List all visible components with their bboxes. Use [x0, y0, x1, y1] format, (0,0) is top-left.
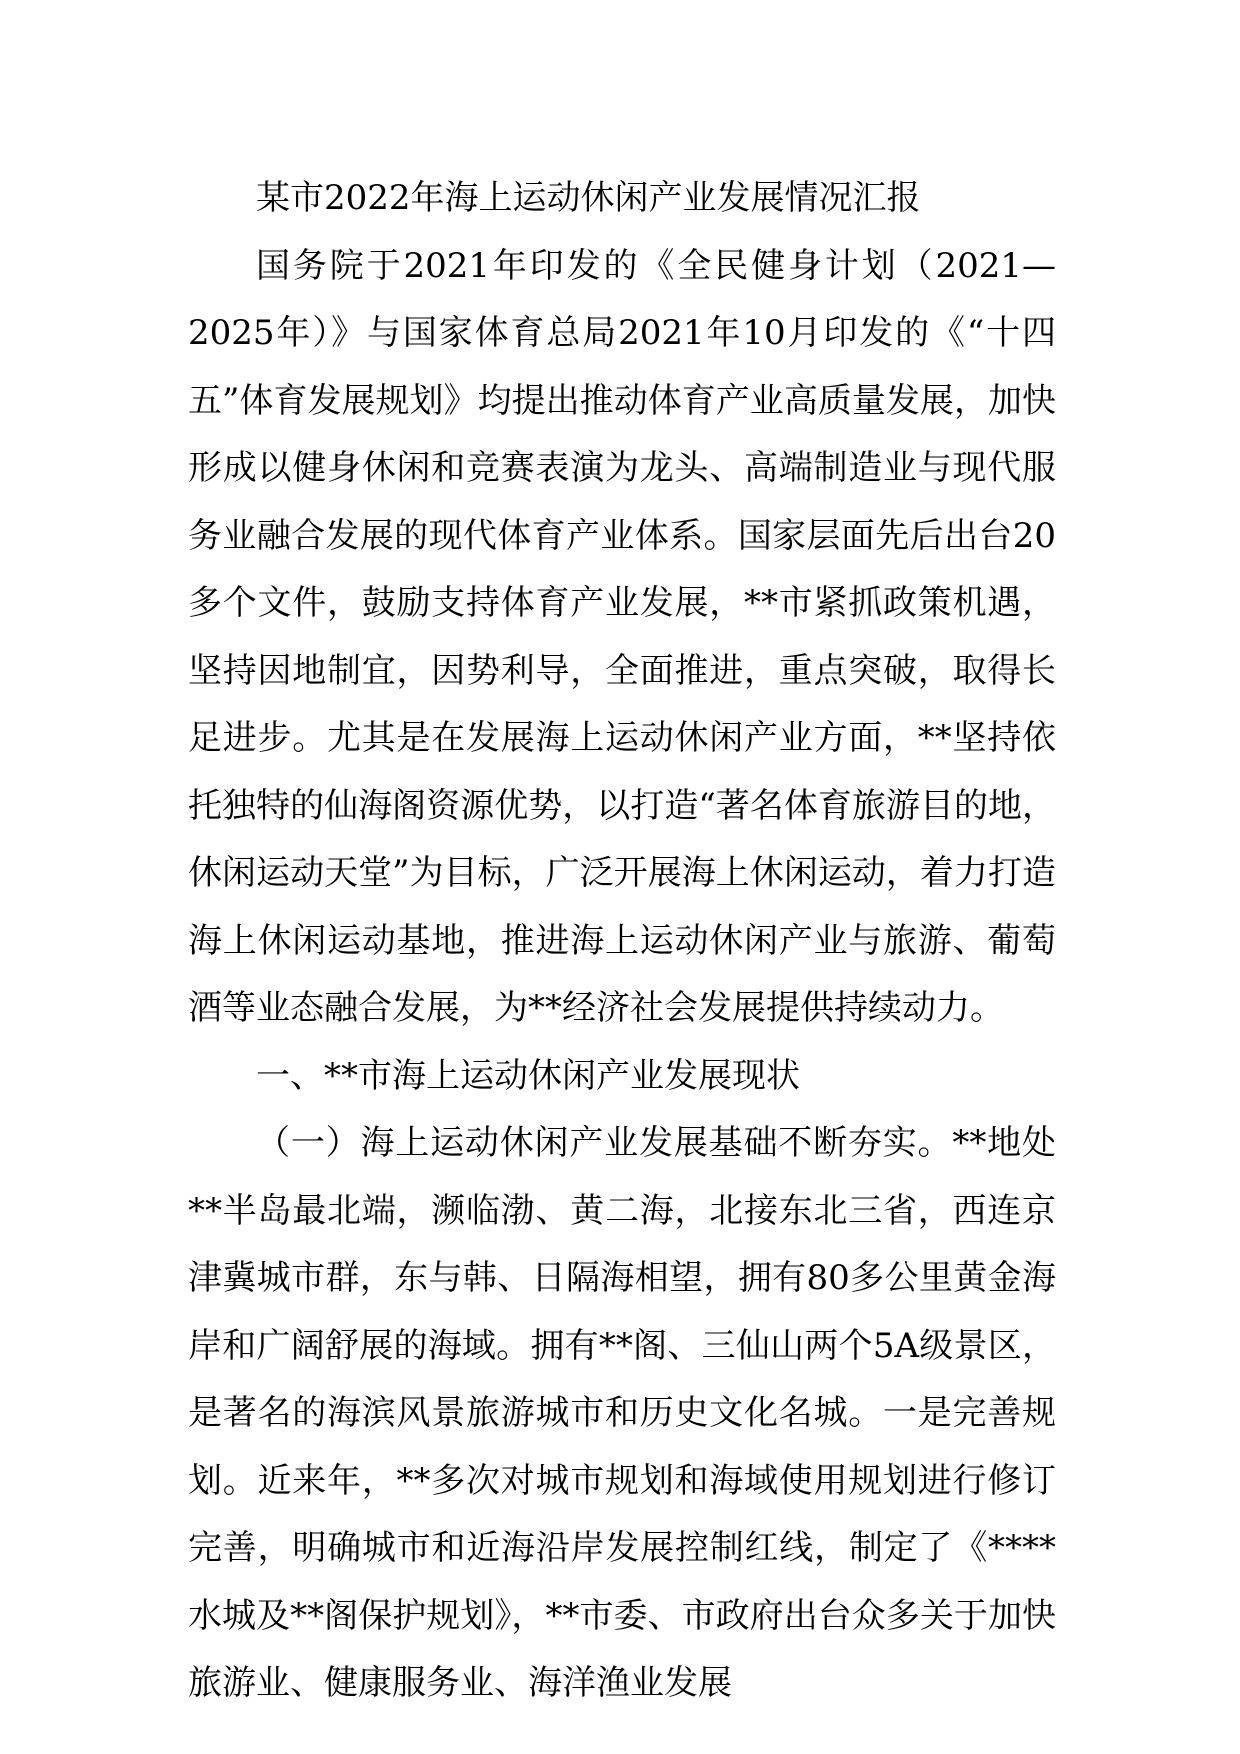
document-body [188, 165, 1056, 1718]
document-title: 某市2022年海上运动休闲产业发展情况汇报 [256, 178, 921, 218]
subsection-paragraph: （一）海上运动休闲产业发展基础不断夯实。**地处**半岛最北端，濒临渤、黄二海，北接东北三省，西连京津冀城市群，东与韩、日隔海相望，拥有80多公里黄金海岸和广阔舒展的海域。拥有**阁、三仙山两个5A级景区，是著名的海滨风景旅游城市和历史文化名城。一是完善规划。近来年，**多次对城市规划和海域使用规划进行修订完善，明确城市和近海沿岸发展控制红线，制定了《****水城及**阁保护规划》，**市委、市政府出台众多关于加快旅游业、健康服务业、海洋渔业发展 [188, 1123, 1056, 1703]
intro-paragraph: 国务院于2021年印发的《全民健身计划（2021—2025年）》与国家体育总局2021年10月印发的《“十四五”体育发展规划》均提出推动体育产业高质量发展，加快形成以健身休闲和竞赛表演为龙头、高端制造业与现代服务业融合发展的现代体育产业体系。国家层面先后出台20多个文件，鼓励支持体育产业发展，**市紧抓政策机遇，坚持因地制宜，因势利导，全面推进，重点突破，取得长足进步。尤其是在发展海上运动休闲产业方面，**坚持依托独特的仙海阁资源优势，以打造“著名体育旅游目的地，休闲运动天堂”为目标，广泛开展海上休闲运动，着力打造海上休闲运动基地，推进海上运动休闲产业与旅游、葡萄酒等业态融合发展，为**经济社会发展提供持续动力。 [188, 245, 1056, 1028]
section-heading: 一、**市海上运动休闲产业发展现状 [256, 1055, 800, 1096]
